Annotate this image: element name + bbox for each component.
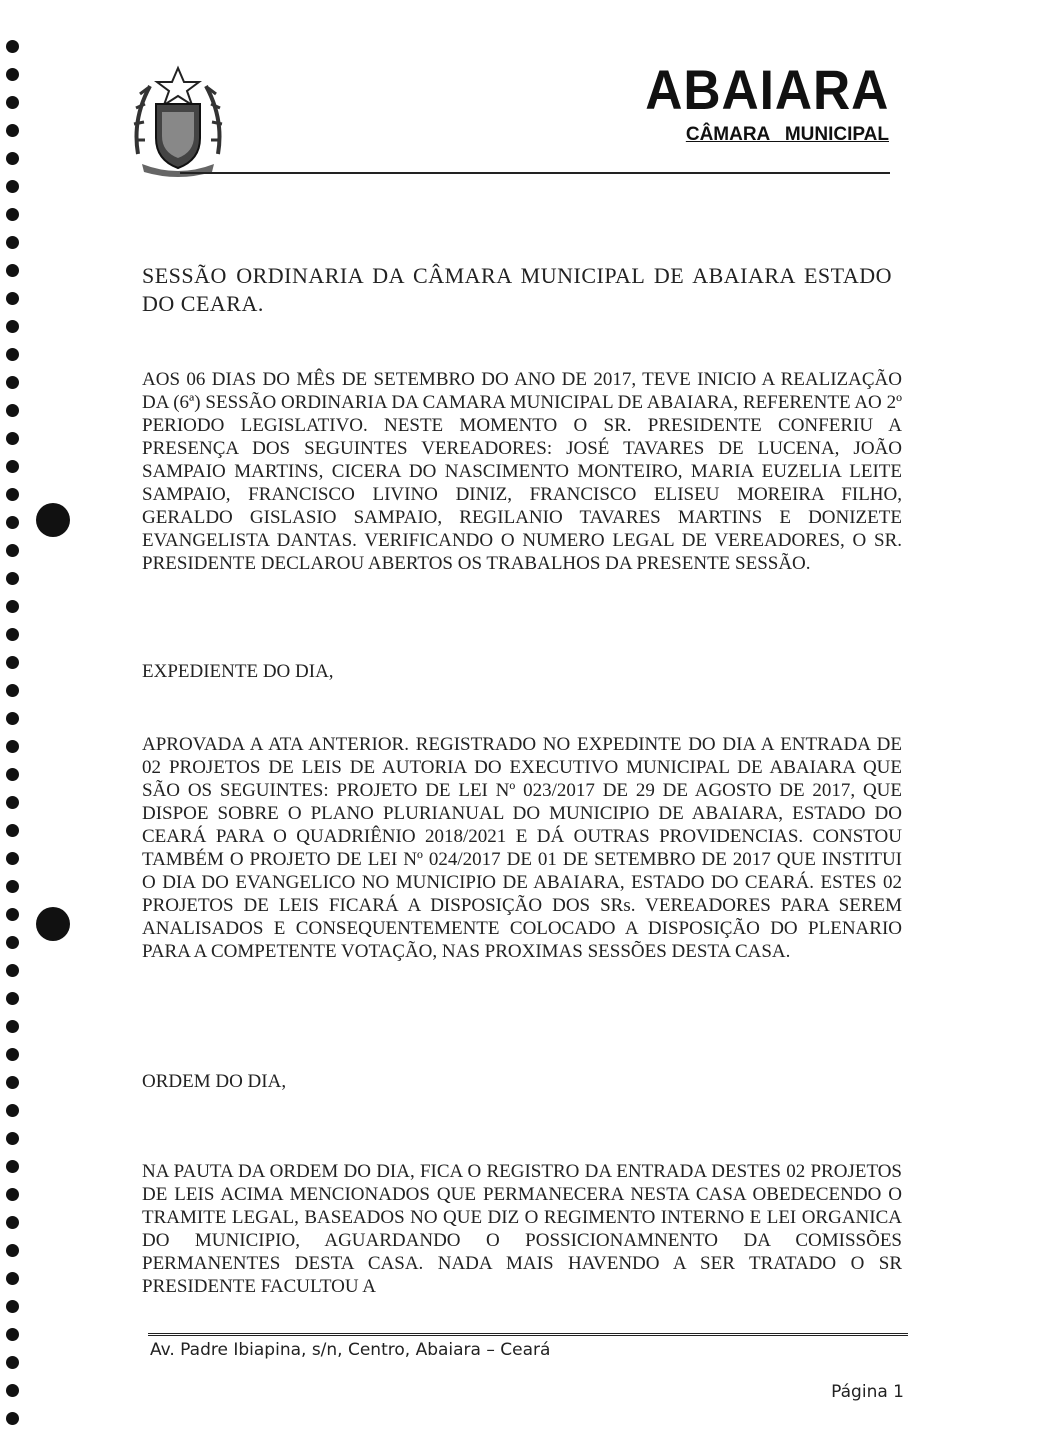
binder-hole-dot bbox=[6, 1020, 19, 1033]
binder-hole-dot bbox=[6, 964, 19, 977]
binder-hole-dot bbox=[6, 1048, 19, 1061]
binder-hole-dot bbox=[6, 768, 19, 781]
binder-hole-dot bbox=[6, 68, 19, 81]
brand-title: ABAIARA bbox=[644, 58, 889, 121]
binder-hole-dot bbox=[6, 1132, 19, 1145]
binder-hole-dot bbox=[6, 348, 19, 361]
punch-hole bbox=[36, 503, 70, 537]
binder-hole-dot bbox=[6, 712, 19, 725]
binder-hole-dot bbox=[6, 740, 19, 753]
binder-hole-dot bbox=[6, 544, 19, 557]
page-number: Página 1 bbox=[831, 1382, 904, 1402]
coat-of-arms-icon bbox=[128, 64, 228, 179]
brand-block bbox=[624, 58, 889, 146]
binder-hole-dot bbox=[6, 936, 19, 949]
binder-hole-dot bbox=[6, 1300, 19, 1313]
paragraph-opening: AOS 06 DIAS DO MÊS DE SETEMBRO DO ANO DE 2017, TEVE INICIO A REALIZAÇÃO DA (6ª) SESSÃO ORDINARIA DA CAMARA MUNICIPAL DE ABAIARA, REFERENTE AO 2º PERIODO LEGISLATIVO. NESTE MOMENTO O SR. PRESIDENTE CONFERIU A PRESENÇA DOS SEGUINTES VEREADORES: JOSÉ TAVARES DE LUCENA, JOÃO SAMPAIO MARTINS, CICERA DO NASCIMENTO MONTEIRO, MARIA EUZELIA LEITE SAMPAIO, FRANCISCO LIVINO DINIZ, FRANCISCO ELISEU MOREIRA FILHO, GERALDO GISLASIO SAMPAIO, REGILANIO TAVARES MARTINS E DONIZETE EVANGELISTA DANTAS. VERIFICANDO O NUMERO LEGAL DE VEREADORES, O SR. PRESIDENTE DECLAROU ABERTOS OS TRABALHOS DA PRESENTE SESSÃO. bbox=[142, 369, 902, 574]
binder-hole-dot bbox=[6, 796, 19, 809]
binder-hole-dot bbox=[6, 236, 19, 249]
binder-hole-dot bbox=[6, 1216, 19, 1229]
binder-hole-dot bbox=[6, 376, 19, 389]
binder-hole-dot bbox=[6, 292, 19, 305]
binder-hole-dot bbox=[6, 180, 19, 193]
punch-hole bbox=[36, 907, 70, 941]
footer-address: Av. Padre Ibiapina, s/n, Centro, Abaiara – Ceará bbox=[150, 1340, 551, 1360]
binder-hole-dot bbox=[6, 404, 19, 417]
paragraph-ordem: NA PAUTA DA ORDEM DO DIA, FICA O REGISTRO DA ENTRADA DESTES 02 PROJETOS DE LEIS ACIMA MENCIONADOS QUE PERMANECERA NESTA CASA OBEDECENDO O TRAMITE LEGAL, BASEADOS NO QUE DIZ O REGIMENTO INTERNO E LEI ORGANICA DO MUNICIPIO, AGUARDANDO O POSSICIONAMNENTO DA COMISSÕES PERMANENTES DESTA CASA. NADA MAIS HAVENDO A SER TRATADO O SR PRESIDENTE FACULTOU A bbox=[142, 1161, 902, 1297]
binder-hole-dot bbox=[6, 1328, 19, 1341]
binder-hole-dot bbox=[6, 40, 19, 53]
binder-hole-dot bbox=[6, 320, 19, 333]
binder-holes bbox=[6, 40, 22, 1440]
binder-hole-dot bbox=[6, 852, 19, 865]
section-expediente: EXPEDIENTE DO DIA, bbox=[142, 661, 334, 682]
binder-hole-dot bbox=[6, 1272, 19, 1285]
binder-hole-dot bbox=[6, 488, 19, 501]
binder-hole-dot bbox=[6, 152, 19, 165]
binder-hole-dot bbox=[6, 684, 19, 697]
binder-hole-dot bbox=[6, 1412, 19, 1425]
binder-hole-dot bbox=[6, 1356, 19, 1369]
binder-hole-dot bbox=[6, 1244, 19, 1257]
binder-hole-dot bbox=[6, 628, 19, 641]
binder-hole-dot bbox=[6, 96, 19, 109]
binder-hole-dot bbox=[6, 572, 19, 585]
brand-subtitle: CÂMARA MUNICIPAL bbox=[685, 124, 889, 145]
binder-hole-dot bbox=[6, 516, 19, 529]
header-rule bbox=[180, 172, 890, 174]
binder-hole-dot bbox=[6, 908, 19, 921]
section-ordem: ORDEM DO DIA, bbox=[142, 1071, 287, 1092]
binder-hole-dot bbox=[6, 460, 19, 473]
binder-hole-dot bbox=[6, 1076, 19, 1089]
binder-hole-dot bbox=[6, 208, 19, 221]
binder-hole-dot bbox=[6, 656, 19, 669]
binder-hole-dot bbox=[6, 124, 19, 137]
binder-hole-dot bbox=[6, 1188, 19, 1201]
footer-rule bbox=[148, 1333, 908, 1336]
binder-hole-dot bbox=[6, 600, 19, 613]
binder-hole-dot bbox=[6, 824, 19, 837]
binder-hole-dot bbox=[6, 1104, 19, 1117]
paragraph-expediente: APROVADA A ATA ANTERIOR. REGISTRADO NO EXPEDINTE DO DIA A ENTRADA DE 02 PROJETOS DE LEIS DE AUTORIA DO EXECUTIVO MUNICIPAL DE ABAIARA QUE SÃO OS SEGUINTES: PROJETO DE LEI Nº 023/2017 DE 29 DE AGOSTO DE 2017, QUE DISPOE SOBRE O PLANO PLURIANUAL DO MUNICIPIO DE ABAIARA, ESTADO DO CEARÁ PARA O QUADRIÊNIO 2018/2021 E DÁ OUTRAS PROVIDENCIAS. CONSTOU TAMBÉM O PROJETO DE LEI Nº 024/2017 DE 01 DE SETEMBRO DE 2017 QUE INSTITUI O DIA DO EVANGELICO NO MUNICIPIO DE ABAIARA, ESTADO DO CEARÁ. ESTES 02 PROJETOS DE LEIS FICARÁ A DISPOSIÇÃO DOS SRs. VEREADORES PARA SEREM ANALISADOS E CONSEQUENTEMENTE COLOCADO A DISPOSIÇÃO DO PLENARIO PARA A COMPETENTE VOTAÇÃO, NAS PROXIMAS SESSÕES DESTA CASA. bbox=[142, 734, 902, 962]
binder-hole-dot bbox=[6, 264, 19, 277]
binder-hole-dot bbox=[6, 880, 19, 893]
binder-hole-dot bbox=[6, 1160, 19, 1173]
binder-hole-dot bbox=[6, 432, 19, 445]
binder-hole-dot bbox=[6, 1384, 19, 1397]
binder-hole-dot bbox=[6, 992, 19, 1005]
page-title: SESSÃO ORDINARIA DA CÂMARA MUNICIPAL DE ABAIARA ESTADO DO CEARA. bbox=[142, 263, 892, 316]
